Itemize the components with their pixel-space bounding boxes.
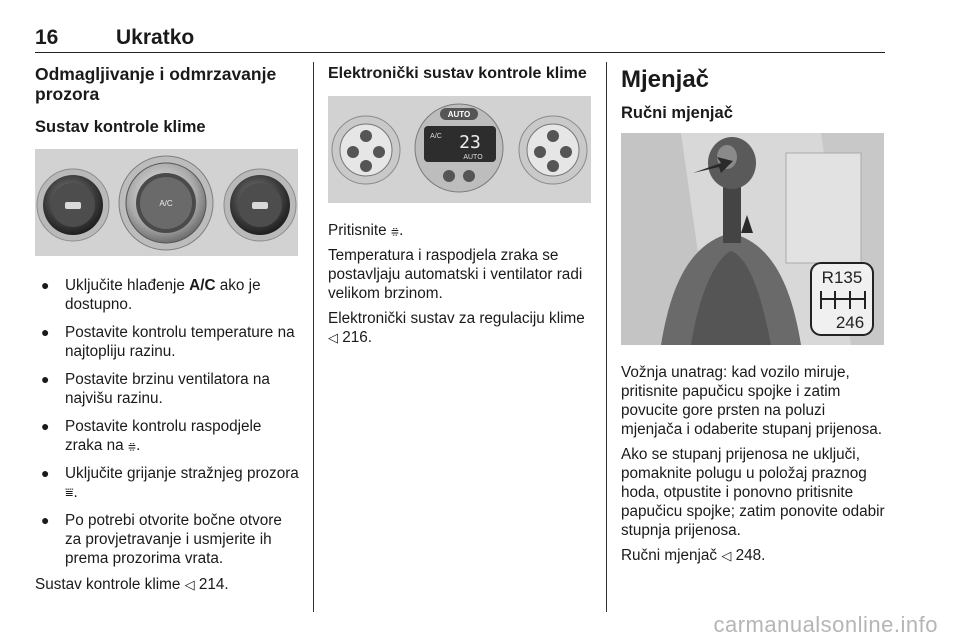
- paragraph-press: Pritisnite ⩷.: [328, 222, 404, 239]
- display-auto-label: AUTO: [463, 154, 483, 161]
- knob-ac-label: A/C: [159, 199, 173, 208]
- gear-pattern-top-label: R135: [821, 268, 863, 287]
- subsection-title-climate: Sustav kontrole klime: [35, 118, 206, 136]
- rear-window-heating-icon: ⩸: [65, 484, 74, 500]
- fan-knob: [119, 156, 213, 250]
- display-ac-label: A/C: [430, 133, 442, 140]
- cross-reference[interactable]: Elektronički sustav za regulaciju klime ◁ 216.: [328, 310, 585, 346]
- right-control-dial: [519, 116, 587, 184]
- auto-button-top-label: AUTO: [447, 110, 471, 119]
- display-temperature: 23: [459, 132, 481, 153]
- climate-knobs-illustration: [35, 149, 298, 256]
- windscreen-defrost-icon: ⩷: [127, 437, 137, 453]
- page-header: [35, 26, 885, 53]
- page-number: 16: [35, 26, 59, 49]
- paragraph-reverse: Vožnja unatrag: kad vozilo miruje, pritisnite papučicu spojke i zatim povucite gore prsten na poluzi mjenjača i odaberite stupanj prijenosa.: [621, 364, 883, 438]
- column-divider-2: [606, 62, 607, 612]
- windscreen-defrost-icon: ⩷: [390, 222, 400, 238]
- paragraph-automatic: Temperatura i raspodjela zraka se postavljaju automatski i ventilator radi velikom brzinom.: [328, 247, 583, 302]
- list-item: ● Uključite grijanje stražnjeg prozora ⩸.: [41, 465, 299, 501]
- bullet-icon: ●: [41, 324, 50, 340]
- gear-lever-illustration: [621, 133, 884, 345]
- list-item: ● Postavite kontrolu temperature na najtopliju razinu.: [41, 324, 295, 360]
- reference-arrow-icon: ◁: [721, 548, 732, 563]
- reference-arrow-icon: ◁: [184, 577, 195, 592]
- center-display-unit: [415, 104, 503, 192]
- paragraph-neutral: Ako se stupanj prijenosa ne uključi, pomaknite polugu u položaj praznog hoda, otpustite i ponovno pritisnite papučicu spojke; zatim ponovite odabir stupnja prijenosa.: [621, 446, 885, 539]
- column-divider-1: [313, 62, 314, 612]
- chapter-title: Ukratko: [116, 26, 195, 49]
- column-right: [621, 64, 886, 565]
- distribution-knob: [224, 169, 296, 241]
- electronic-climate-illustration: [328, 96, 591, 203]
- gear-pattern-diagram: [811, 263, 873, 335]
- cross-reference[interactable]: Ručni mjenjač ◁ 248.: [621, 547, 766, 564]
- list-item: ● Postavite brzinu ventilatora na najvišu razinu.: [41, 371, 270, 407]
- reference-arrow-icon: ◁: [328, 330, 338, 345]
- section-title-electronic-climate: Elektronički sustav kontrole klime: [328, 65, 587, 82]
- bullet-icon: ●: [41, 277, 50, 293]
- gear-pattern-bottom-label: 246: [835, 313, 865, 332]
- list-item: ● Postavite kontrolu raspodjele zraka na ⩷.: [41, 418, 262, 454]
- electronic-climate-figure: [328, 96, 591, 203]
- cross-reference[interactable]: Sustav kontrole klime ◁ 214.: [35, 576, 229, 593]
- bullet-icon: ●: [41, 371, 50, 387]
- list-item: ● Po potrebi otvorite bočne otvore za provjetravanje i usmjerite ih prema prozorima vrata.: [41, 512, 282, 567]
- list-item: ● Uključite hlađenje A/C ako je dostupno.: [41, 277, 261, 313]
- column-middle: [328, 64, 593, 347]
- left-control-dial: [332, 116, 400, 184]
- temperature-knob: [37, 169, 109, 241]
- climate-control-figure: [35, 149, 298, 256]
- bullet-icon: ●: [41, 418, 50, 434]
- section-title-transmission: Mjenjač: [621, 66, 710, 93]
- column-left: [35, 64, 300, 594]
- bullet-icon: ●: [41, 512, 50, 528]
- section-title-defog: Odmagljivanje i odmrzavanje prozora: [35, 64, 277, 104]
- gear-lever-figure: [621, 133, 884, 345]
- defog-steps-list: [35, 276, 300, 568]
- watermark: carmanualsonline.info: [713, 612, 938, 637]
- subsection-title-manual: Ručni mjenjač: [621, 104, 733, 122]
- bullet-icon: ●: [41, 465, 50, 481]
